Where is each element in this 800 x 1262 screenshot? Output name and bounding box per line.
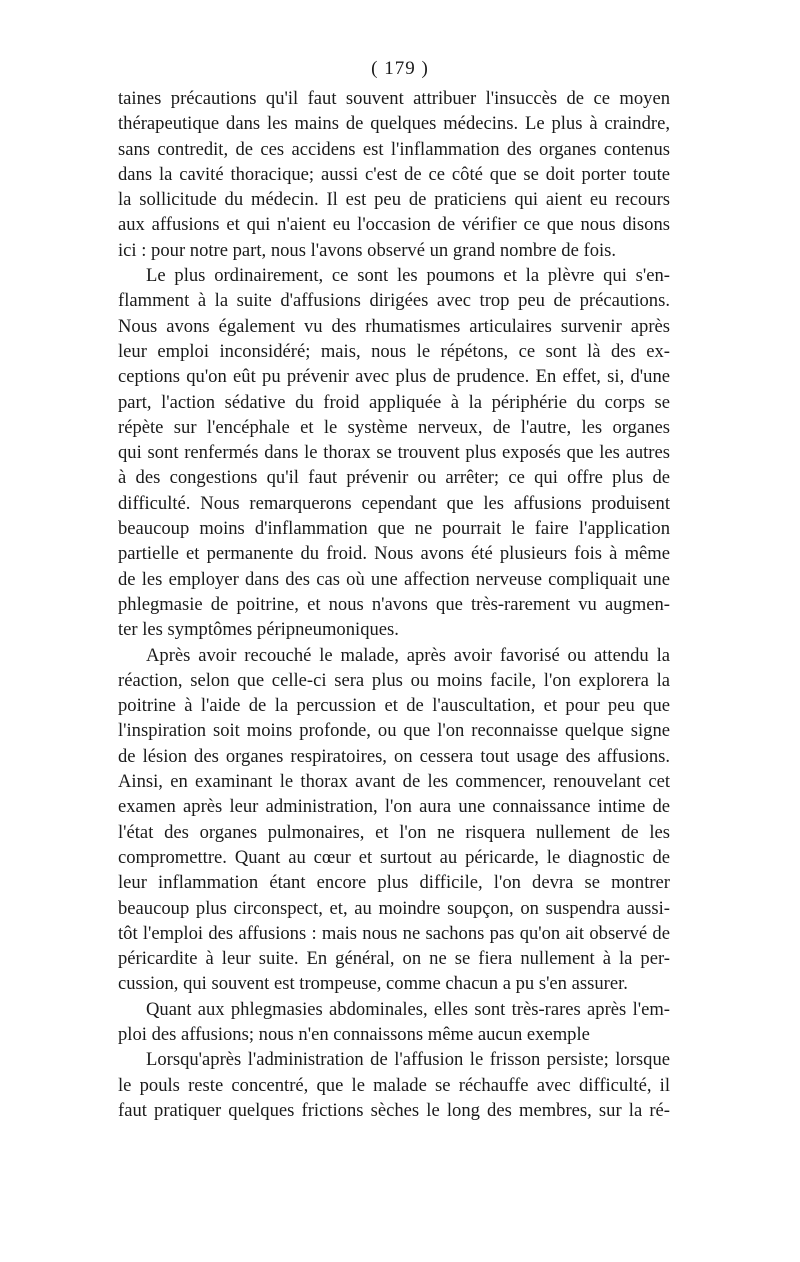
text-line: phlegmasie de poitrine, et nous n'avons que très-rarement vu augmen- bbox=[118, 593, 670, 615]
text-line: Quant aux phlegmasies abdominales, elles sont très-rares après l'em- bbox=[146, 998, 670, 1020]
text-line: poitrine à l'aide de la percussion et de l'auscultation, et pour peu que bbox=[118, 695, 670, 717]
text-line: leur inflammation étant encore plus difficile, l'on devra se montrer bbox=[118, 872, 670, 894]
text-line: beaucoup plus circonspect, et, au moindre soupçon, on suspendra aussi- bbox=[118, 897, 670, 919]
text-line: thérapeutique dans les mains de quelques médecins. Le plus à craindre, bbox=[118, 113, 670, 135]
text-line: à des congestions qu'il faut prévenir ou arrêter; ce qui offre plus de bbox=[118, 467, 670, 489]
text-line: taines précautions qu'il faut souvent attribuer l'insuccès de ce moyen bbox=[118, 88, 670, 109]
text-line: l'état des organes pulmonaires, et l'on ne risquera nullement de les bbox=[118, 821, 670, 843]
text-line: ter les symptômes péripneumoniques. bbox=[118, 619, 399, 641]
text-line: beaucoup moins d'inflammation que ne pourrait le faire l'application bbox=[118, 518, 670, 540]
text-line: tôt l'emploi des affusions : mais nous ne sachons pas qu'on ait observé de bbox=[118, 922, 670, 944]
text-line: compromettre. Quant au cœur et surtout au péricarde, le diagnostic de bbox=[118, 846, 670, 868]
text-line: leur emploi inconsidéré; mais, nous le répétons, ce sont là des ex- bbox=[118, 340, 670, 362]
text-line: difficulté. Nous remarquerons cependant que les affusions produisent bbox=[118, 492, 670, 514]
text-line: de lésion des organes respiratoires, on cessera tout usage des affusions. bbox=[118, 745, 670, 767]
text-line: part, l'action sédative du froid appliquée à la périphérie du corps se bbox=[118, 391, 670, 413]
text-line: ploi des affusions; nous n'en connaissons même aucun exemple bbox=[118, 1023, 590, 1045]
text-line: examen après leur administration, l'on aura une connaissance intime de bbox=[118, 796, 670, 818]
text-line: ceptions qu'on eût pu prévenir avec plus de prudence. En effet, si, d'une bbox=[118, 366, 670, 388]
text-line: aux affusions et qui n'aient eu l'occasion de vérifier ce que nous disons bbox=[118, 214, 670, 236]
text-line: répète sur l'encéphale et le système nerveux, de l'autre, les organes bbox=[118, 416, 670, 438]
text-line: le pouls reste concentré, que le malade se réchauffe avec difficulté, il bbox=[118, 1074, 670, 1096]
text-line: flamment à la suite d'affusions dirigées avec trop peu de précautions. bbox=[118, 290, 670, 312]
text-line: dans la cavité thoracique; aussi c'est de ce côté que se doit porter toute bbox=[118, 163, 670, 185]
text-line: Lorsqu'après l'administration de l'affusion le frisson persiste; lorsque bbox=[146, 1049, 670, 1071]
text-line: la sollicitude du médecin. Il est peu de praticiens qui aient eu recours bbox=[118, 189, 670, 211]
text-line: Ainsi, en examinant le thorax avant de les commencer, renouvelant cet bbox=[118, 771, 670, 793]
text-line: réaction, selon que celle-ci sera plus ou moins facile, l'on explorera la bbox=[118, 669, 670, 691]
text-line: sans contredit, de ces accidens est l'inflammation des organes contenus bbox=[118, 138, 670, 160]
text-line: Le plus ordinairement, ce sont les poumons et la plèvre qui s'en- bbox=[146, 265, 670, 287]
text-line: ici : pour notre part, nous l'avons observé un grand nombre de fois. bbox=[118, 239, 617, 261]
text-line: partielle et permanente du froid. Nous avons été plusieurs fois à même bbox=[118, 543, 670, 565]
text-line: de les employer dans des cas où une affection nerveuse compliquait une bbox=[118, 568, 670, 590]
text-line: l'inspiration soit moins profonde, ou que l'on reconnaisse quelque signe bbox=[118, 720, 670, 742]
text-line: Après avoir recouché le malade, après avoir favorisé ou attendu la bbox=[146, 644, 670, 666]
text-line: cussion, qui souvent est trompeuse, comme chacun a pu s'en assurer. bbox=[118, 973, 628, 995]
text-line: qui sont renfermés dans le thorax se trouvent plus exposés que les autres bbox=[118, 442, 670, 464]
text-line: Nous avons également vu des rhumatismes articulaires survenir après bbox=[118, 315, 670, 337]
page-number: ( 179 ) bbox=[371, 58, 429, 79]
body-text bbox=[118, 86, 670, 1123]
text-line: péricardite à leur suite. En général, on ne se fiera nullement à la per- bbox=[118, 948, 670, 970]
text-line: faut pratiquer quelques frictions sèches le long des membres, sur la ré- bbox=[118, 1099, 670, 1121]
